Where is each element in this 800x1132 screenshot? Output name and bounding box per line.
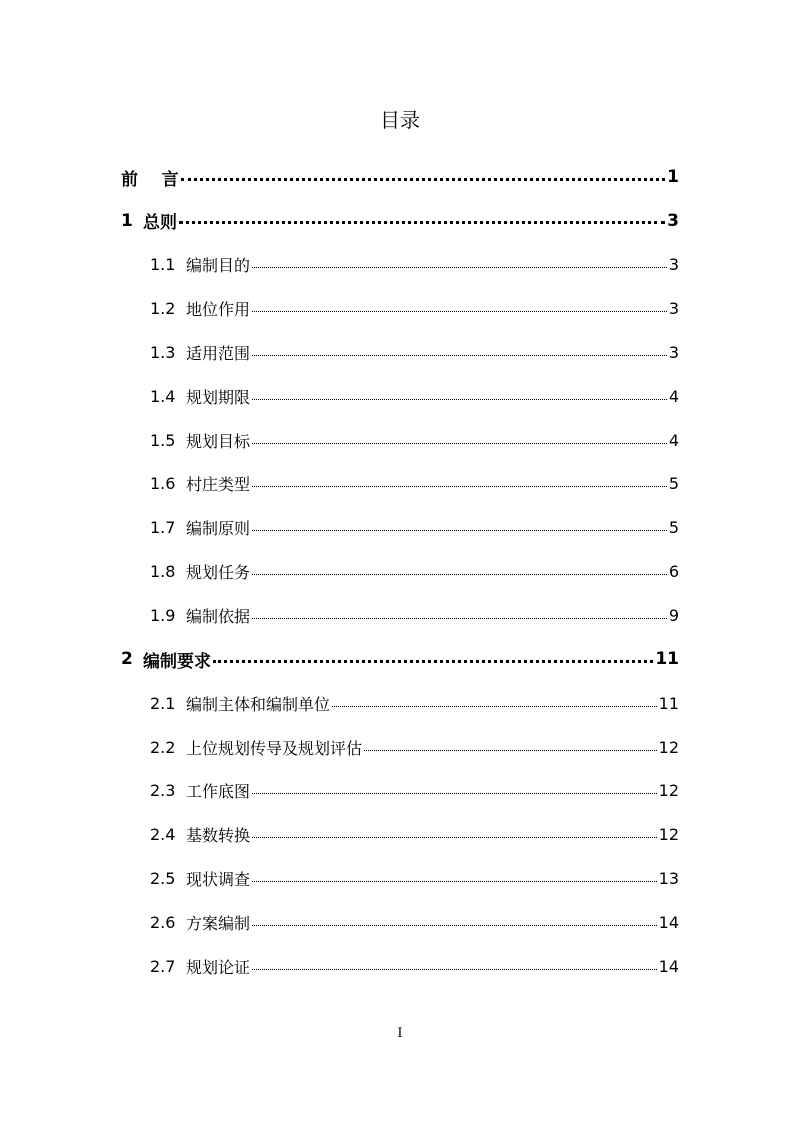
toc-entry-number: 1.6 [150, 474, 176, 494]
toc-dot-leader [252, 925, 657, 926]
toc-section-entry[interactable] [150, 865, 679, 893]
toc-chapter-entry[interactable] [121, 645, 679, 673]
toc-entry-label: 编制要求 [143, 651, 211, 672]
toc-entry-page-number: 6 [668, 562, 679, 582]
toc-entry-number: 1.4 [150, 386, 176, 406]
toc-entry-number: 1 [121, 210, 133, 231]
toc-dot-leader [364, 750, 657, 751]
toc-entry-label: 上位规划传导及规划评估 [186, 738, 363, 758]
toc-entry-page-number: 11 [655, 649, 679, 670]
toc-section-entry[interactable] [150, 952, 679, 980]
toc-section-entry[interactable] [150, 558, 679, 586]
toc-entry-page-number: 11 [658, 693, 679, 713]
toc-entry-number: 1.3 [150, 342, 176, 362]
toc-entry-label: 总则 [143, 213, 177, 234]
toc-entry-number: 1.2 [150, 299, 176, 319]
toc-dot-leader [213, 660, 653, 663]
toc-entry-page-number: 12 [658, 737, 679, 757]
toc-entry-label: 编制依据 [186, 607, 251, 626]
footer-page-number: I [397, 1026, 403, 1041]
toc-dot-leader [252, 969, 657, 970]
toc-entry-page-number: 9 [668, 606, 679, 625]
toc-section-entry[interactable] [150, 602, 679, 630]
toc-dot-leader [252, 486, 667, 487]
toc-dot-leader [252, 443, 667, 444]
toc-entry-number: 1.5 [150, 430, 176, 450]
toc-dot-leader [252, 837, 657, 838]
toc-entry-page-number: 3 [667, 210, 679, 231]
toc-entry-label: 前 言 [121, 169, 179, 190]
toc-section-entry[interactable] [150, 426, 679, 454]
toc-section-entry[interactable] [150, 338, 679, 366]
toc-entry-number: 2.5 [150, 869, 176, 889]
toc-section-entry[interactable] [150, 689, 679, 717]
toc-entry-page-number: 4 [668, 430, 679, 450]
toc-chapter-entry[interactable] [121, 163, 679, 191]
toc-entry-label: 方案编制 [186, 913, 251, 933]
toc-entry-page-number: 13 [658, 869, 679, 889]
toc-entry-number: 1.1 [150, 255, 176, 275]
toc-entry-number: 1.7 [150, 518, 176, 538]
toc-entry-label: 规划期限 [186, 387, 251, 407]
toc-entry-page-number: 3 [668, 299, 679, 319]
toc-entry-label: 规划论证 [186, 957, 251, 977]
toc-entry-page-number: 12 [658, 781, 679, 801]
toc-entry-page-number: 5 [668, 474, 679, 494]
toc-entry-page-number: 3 [668, 342, 679, 362]
toc-section-entry[interactable] [150, 777, 679, 805]
toc-entry-number: 2.1 [150, 693, 176, 713]
toc-entry-number: 2.6 [150, 912, 176, 932]
toc-section-entry[interactable] [150, 733, 679, 761]
toc-dot-leader [332, 706, 657, 707]
toc-entry-number: 2.4 [150, 825, 176, 845]
toc-entry-page-number: 14 [658, 912, 679, 932]
toc-entry-label: 适用范围 [186, 343, 251, 363]
toc-dot-leader [252, 574, 667, 575]
toc-entry-page-number: 3 [668, 255, 679, 275]
toc-section-entry[interactable] [150, 514, 679, 542]
toc-entry-label: 地位作用 [186, 300, 251, 320]
toc-section-entry[interactable] [150, 382, 679, 410]
toc-entry-label: 编制原则 [186, 519, 251, 539]
toc-section-entry[interactable] [150, 908, 679, 936]
toc-dot-leader [252, 355, 667, 356]
toc-entry-label: 编制主体和编制单位 [186, 694, 331, 714]
toc-entry-label: 编制目的 [186, 256, 251, 276]
toc-dot-leader [252, 530, 667, 531]
toc-section-entry[interactable] [150, 295, 679, 323]
toc-dot-leader [252, 267, 667, 268]
toc-entry-label: 村庄类型 [186, 475, 251, 495]
toc-section-entry[interactable] [150, 251, 679, 279]
toc-entry-number: 1.9 [150, 606, 176, 625]
toc-entry-label: 工作底图 [186, 782, 251, 802]
toc-entry-label: 规划任务 [186, 563, 251, 583]
toc-entry-label: 现状调查 [186, 870, 251, 890]
toc-entry-page-number: 14 [658, 956, 679, 976]
toc-dot-leader [252, 793, 657, 794]
toc-entry-number: 2.3 [150, 781, 176, 801]
toc-dot-leader [252, 311, 667, 312]
toc-entry-number: 2 [121, 649, 133, 670]
toc-entry-page-number: 4 [668, 386, 679, 406]
toc-entry-number: 2.7 [150, 956, 176, 976]
toc-dot-leader [252, 618, 667, 619]
toc-entry-number: 1.8 [150, 562, 176, 582]
toc-dot-leader [252, 399, 667, 400]
toc-entry-label: 基数转换 [186, 826, 251, 846]
toc-entry-page-number: 5 [668, 518, 679, 538]
toc-chapter-entry[interactable] [121, 207, 679, 235]
toc-entry-page-number: 12 [658, 825, 679, 845]
toc-entry-page-number: 1 [667, 167, 679, 187]
toc-entry-label: 规划目标 [186, 431, 251, 451]
toc-dot-leader [179, 221, 665, 224]
toc-dot-leader [181, 178, 665, 181]
toc-entry-number: 2.2 [150, 737, 176, 757]
toc-section-entry[interactable] [150, 821, 679, 849]
toc-section-entry[interactable] [150, 470, 679, 498]
toc-dot-leader [252, 881, 657, 882]
toc-title: 目录 [380, 108, 420, 132]
